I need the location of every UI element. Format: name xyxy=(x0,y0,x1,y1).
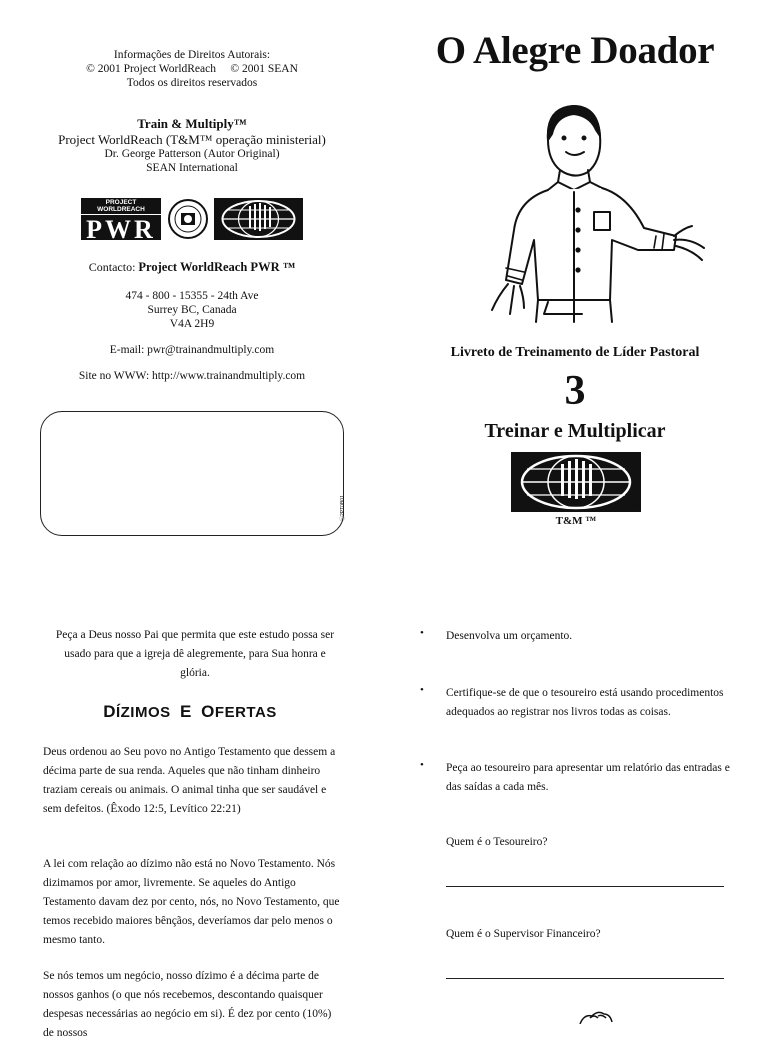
copyright-block xyxy=(40,48,344,90)
contact-line xyxy=(40,259,344,275)
answer-line-treasurer[interactable] xyxy=(446,886,724,887)
heading-word-3-rest: FERTAS xyxy=(214,704,277,721)
copyright-line1 xyxy=(40,62,344,76)
section-heading xyxy=(40,702,340,722)
question-treasurer: Quem é o Tesoureiro? xyxy=(446,836,548,848)
globe-logo-icon xyxy=(214,198,303,240)
paragraph-2: A lei com relação ao dízimo não está no Novo Testamento. Nós dizimamos por amor, livremente. Se aqueles do Antigo Testamento davam dez por cento, nós, no Novo Testamento, que temos recebido maiores bênçãos, deveríamos dar pelo menos o mesmo tanto. xyxy=(43,858,340,946)
booklet-number: 3 xyxy=(564,368,586,414)
address-line-3: V4A 2H9 xyxy=(169,318,215,330)
man-illustration-icon xyxy=(478,100,718,325)
address-line-2: Surrey BC, Canada xyxy=(147,304,237,316)
paragraph-1: Deus ordenou ao Seu povo no Antigo Testamento que dessem a décima parte de sua renda. Aqueles que não tinham dinheiro traziam cereais ou animais. O animal tinha que ser saudável e sem defeitos. (Êxodo 12:5, Levítico 22:21) xyxy=(43,746,336,815)
cover-subtitle: Livreto de Treinamento de Líder Pastoral xyxy=(450,345,700,360)
contact-website[interactable]: Site no WWW: http://www.trainandmultiply.com xyxy=(78,370,306,382)
bullet-item-3: Peça ao tesoureiro para apresentar um relatório das entradas e das saídas a cada mês. xyxy=(446,762,730,793)
org-sub: Project WorldReach (T&M™ operação ministerial) xyxy=(58,132,326,147)
contact-name: Project WorldReach PWR ™ xyxy=(138,260,296,274)
org-partner: SEAN International xyxy=(146,162,238,174)
question-supervisor: Quem é o Supervisor Financeiro? xyxy=(446,928,601,940)
bullet-icon: • xyxy=(420,759,424,771)
org-block xyxy=(40,116,344,175)
contact-label: Contacto: xyxy=(88,260,136,274)
tm-mark: TM xyxy=(628,503,637,509)
side-code: ⓒ2PT0B01 xyxy=(340,495,346,521)
sean-seal-icon xyxy=(166,198,210,240)
answer-line-supervisor[interactable] xyxy=(446,978,724,979)
heading-word-3-initial: O xyxy=(201,702,215,721)
bullet-icon: • xyxy=(420,684,424,696)
intro-prayer: Peça a Deus nosso Pai que permita que este estudo possa ser usado para que a igreja dê alegremente, para Sua honra e glória. xyxy=(55,629,335,679)
bullet-item-2: Certifique-se de que o tesoureiro está usando procedimentos adequados ao registrar nos livros todas as coisas. xyxy=(446,687,724,718)
copyright-pwr: © 2001 Project WorldReach xyxy=(86,63,216,75)
hand-drawing-icon xyxy=(578,1010,614,1024)
address-line-1: 474 - 800 - 15355 - 24th Ave xyxy=(125,290,259,302)
tm-globe-logo-icon xyxy=(511,452,641,512)
tm-label: T&M ™ xyxy=(555,515,597,527)
heading-word-1-rest: ÍZIMOS xyxy=(115,704,171,721)
copyright-heading: Informações de Direitos Autorais: xyxy=(113,49,271,61)
pwr-letters: PWR xyxy=(86,215,156,244)
bullet-item-1: Desenvolva um orçamento. xyxy=(446,630,573,642)
address-block xyxy=(40,289,344,331)
org-author: Dr. George Patterson (Autor Original) xyxy=(104,148,280,160)
pwr-logo: PROJECT WORLDREACH PWR xyxy=(81,198,161,240)
copyright-sean: © 2001 SEAN xyxy=(230,63,298,75)
heading-word-1-initial: D xyxy=(103,702,116,721)
contact-email[interactable]: E-mail: pwr@trainandmultiply.com xyxy=(109,344,275,356)
paragraph-3: Se nós temos um negócio, nosso dízimo é a décima parte de nossos ganhos (o que nós recebemos, descontando quaisquer despesas necessárias ao negócio em si). É dez por cento (10%) de nossos xyxy=(43,970,332,1039)
bullet-icon: • xyxy=(420,627,424,639)
program-name: Treinar e Multiplicar xyxy=(484,420,666,442)
heading-word-2-initial: E xyxy=(179,702,192,721)
label-box xyxy=(40,411,344,536)
copyright-rights: Todos os direitos reservados xyxy=(126,77,258,89)
org-name: Train & Multiply™ xyxy=(137,116,247,131)
cover-title: O Alegre Doador xyxy=(435,29,715,72)
